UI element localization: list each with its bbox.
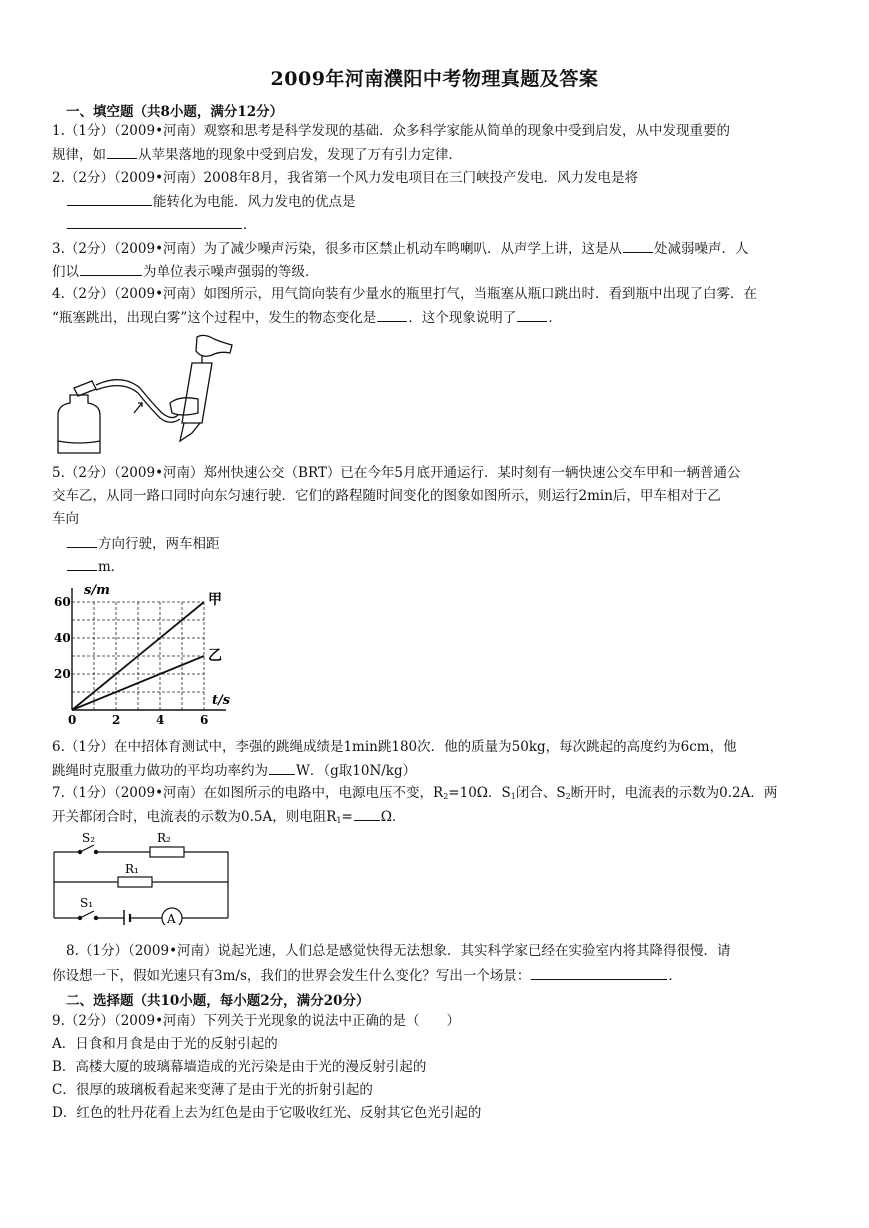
resistor-r1-icon [118,877,152,887]
pump-icon [182,363,212,423]
question-2-line-1: 2.（2分）（2009•河南）2008年8月，我省第一个风力发电项目在三门峡投产发电．风力发电是将 [52,170,638,186]
section-heading-fill-in: 一、填空题（共8小题，满分12分） [66,104,284,120]
answer-blank[interactable] [377,308,407,322]
question-4-line-2: “瓶塞跳出，出现白雾”这个过程中，发生的物态变化是 ．这个现象说明了 ． [52,310,562,326]
y-tick-label: 60 [54,595,71,609]
question-8-line-1: 8.（1分）（2009•河南）说起光速，人们总是感觉快得无法想象．其实科学家已经在实验室内将其降得很慢．请 [66,943,731,959]
question-1-line-1: 1.（1分）（2009•河南）观察和思考是科学发现的基础．众多科学家能从简单的现象中受到启发，从中发现重要的 [52,123,731,139]
question-9-stem: 9.（2分）（2009•河南）下列关于光现象的说法中正确的是（ ） [52,1013,461,1029]
question-6-line-1: 6.（1分）在中招体育测试中，李强的跳绳成绩是1min跳180次．他的质量为50kg，每次跳起的高度约为6cm，他 [52,739,737,755]
circuit-diagram [50,830,240,925]
answer-blank[interactable] [269,761,295,775]
x-tick-label: 2 [112,713,121,727]
s2-label: S₂ [82,831,96,845]
bottle-icon [58,395,100,453]
option-a[interactable]: A．日食和月食是由于光的反射引起的 [52,1036,278,1052]
question-2-line-3: ． [66,215,257,234]
question-4-line-1: 4.（2分）（2009•河南）如图所示，用气筒向装有少量水的瓶里打气，当瓶塞从瓶口跳出时．看到瓶中出现了白雾．在 [52,286,758,302]
r1-label: R₁ [125,862,139,876]
question-5-line-1: 5.（2分）（2009•河南）郑州快速公交（BRT）已在今年5月底开通运行．某时刻有一辆快速公交车甲和一辆普通公 [52,465,741,481]
question-8-line-2: 你设想一下，假如光速只有3m/s，我们的世界会发生什么变化？写出一个场景： ． [52,968,682,984]
question-3-line-1: 3.（2分）（2009•河南）为了减少噪声污染，很多市区禁止机动车鸣喇叭．从声学上讲，这是从 处减弱噪声．人 [52,241,749,257]
stopper-icon [74,381,96,396]
x-axis-label: t/s [212,693,231,708]
ammeter-label: A [167,912,176,925]
question-5-line-2: 交车乙，从同一路口同时向东匀速行驶．它们的路程随时间变化的图象如图所示，则运行2min后，甲车相对于乙 [52,488,721,504]
answer-blank[interactable] [531,966,667,980]
question-2-line-2: 能转化为电能．风力发电的优点是 [66,192,356,211]
answer-blank[interactable] [67,534,97,548]
pump-bottle-figure [52,333,252,458]
x-tick-label: 4 [156,713,165,727]
answer-blank[interactable] [517,308,547,322]
question-6-line-2: 跳绳时克服重力做功的平均功率约为 W．（g取10N/kg） [52,763,417,779]
answer-blank[interactable] [107,145,137,159]
switch-s1-icon [80,911,94,918]
answer-blank[interactable] [67,557,97,571]
x-tick-label: 6 [200,713,209,727]
question-7-line-1: 7.（1分）（2009•河南）在如图所示的电路中，电源电压不变，$R_2=10\Omega$．$S_1$闭合、$S_2$断开时，电流表的示数为0.2A．两 [52,785,778,801]
y-axis-label: s/m [84,583,110,598]
answer-blank[interactable] [80,262,142,276]
answer-blank[interactable] [67,215,242,229]
option-c[interactable]: C．很厚的玻璃板看起来变薄了是由于光的折射引起的 [52,1082,373,1098]
option-d[interactable]: D．红色的牡丹花看上去为红色是由于它吸收红光、反射其它色光引起的 [52,1105,482,1121]
switch-s2-icon [80,845,94,852]
series-label: 甲 [208,592,222,608]
resistor-r2-icon [150,847,184,857]
page-title: 2009年河南濮阳中考物理真题及答案 [270,68,599,90]
option-b[interactable]: B．高楼大厦的玻璃幕墙造成的光污染是由于光的漫反射引起的 [52,1059,427,1075]
question-5-line-3: 车向 [52,511,79,527]
s1-label: S₁ [80,896,94,910]
question-5-line-4: 方向行驶，两车相距 [66,534,220,553]
distance-time-chart [52,582,242,732]
answer-blank[interactable] [354,807,380,821]
y-tick-label: 20 [54,667,71,681]
series-label: 乙 [208,648,222,664]
question-1-line-2: 规律，如 从苹果落地的现象中受到启发，发现了万有引力定律． [52,147,462,163]
question-5-line-5: m． [66,557,124,576]
y-tick-label: 40 [54,631,71,645]
question-3-line-2: 们以 为单位表示噪声强弱的等级． [52,264,319,280]
question-7-line-2: 开关都闭合时，电流表的示数为0.5A，则电阻$R_1= \Omega$． [52,809,406,825]
answer-blank[interactable] [623,239,653,253]
r2-label: R₂ [157,831,171,845]
section-heading-choice: 二、选择题（共10小题，每小题2分，满分20分） [66,993,370,1009]
answer-blank[interactable] [67,192,152,206]
x-tick-label: 0 [68,713,77,727]
